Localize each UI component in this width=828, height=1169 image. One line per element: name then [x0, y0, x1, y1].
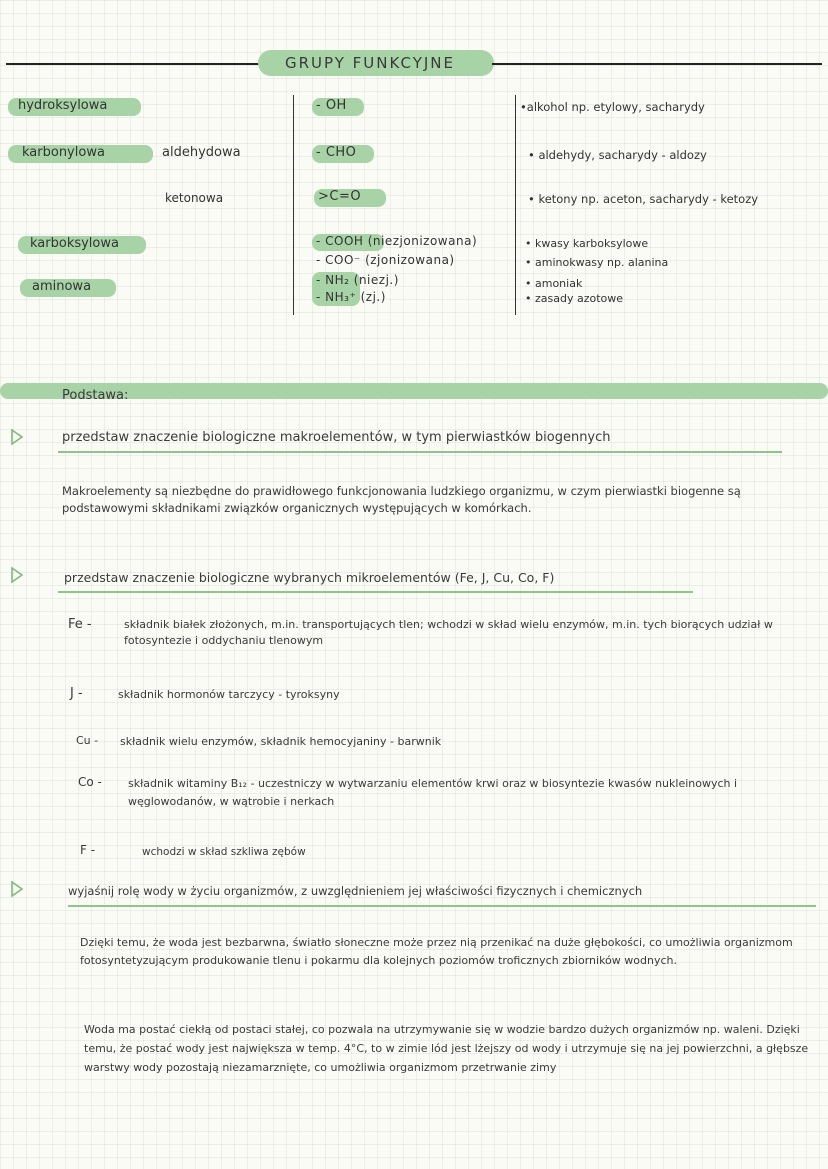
header-rule-left	[6, 63, 260, 65]
label-karboksylowa: karboksylowa	[30, 236, 119, 251]
q2-heading: przedstaw znaczenie biologiczne wybranych mikroelementów (Fe, J, Cu, Co, F)	[64, 570, 555, 585]
label-aminowa: aminowa	[32, 279, 92, 294]
formula-cooh: - COOH (niezjonizowana)	[316, 234, 478, 248]
example-alkohol: •alkohol np. etylowy, sacharydy	[520, 100, 705, 114]
q3-paragraph-2: Woda ma postać ciekłą od postaci stałej, co pozwala na utrzymywanie się w wodzie bardzo dużych organizmów np. waleni. Dzięki temu, że postać wody jest największa w temp. 4°C, to w zimie lód jest lżejszy od wody i utrzymuje się na jej powierzchni, a głębsze warstwy wody pozostają niezamarznięte, co umożliwia organizmom przetrwanie zimy	[84, 1023, 809, 1074]
co-symbol: Co -	[78, 775, 102, 789]
fe-symbol: Fe -	[68, 617, 92, 632]
f-text: wchodzi w skład szkliwa zębów	[142, 846, 306, 858]
q3-paragraph-1: Dzięki temu, że woda jest bezbarwna, światło słoneczne może przez nią przenikać na duże głębokości, co umożliwia organizmom fotosyntetyzującym produkowanie tlenu i pokarmu dla kolejnych poziomów troficznych zbiorników wodnych.	[80, 936, 793, 967]
cu-text: składnik wielu enzymów, składnik hemocyjaniny - barwnik	[120, 735, 442, 748]
triangle-arrow-icon	[10, 428, 24, 446]
label-ketonowa: ketonowa	[165, 191, 224, 205]
example-aldehydy: • aldehydy, sacharydy - aldozy	[528, 148, 707, 162]
column-divider-right	[515, 95, 516, 315]
cu-symbol: Cu -	[76, 734, 99, 747]
formula-coo: - COO⁻ (zjonizowana)	[316, 253, 455, 267]
label-aldehydowa: aldehydowa	[162, 145, 241, 160]
example-aminokwasy: • aminokwasy np. alanina	[525, 256, 669, 269]
q3-underline	[68, 905, 816, 907]
section-title: Podstawa:	[62, 388, 129, 403]
triangle-arrow-icon	[10, 566, 24, 584]
q1-answer: Makroelementy są niezbędne do prawidłowego funkcjonowania ludzkiego organizmu, w czym pierwiastki biogenne są podstawowymi składnikami związków organicznych występujących w komórkach.	[62, 484, 741, 515]
formula-cho: - CHO	[316, 145, 357, 160]
example-amoniak: • amoniak	[525, 277, 583, 290]
co-text: składnik witaminy B₁₂ - uczestniczy w wytwarzaniu elementów krwi oraz w biosyntezie kwasów nukleinowych i węglowodanów, w wątrobie i nerkach	[128, 777, 738, 808]
q2-underline	[58, 591, 693, 593]
header-rule-right	[492, 63, 822, 65]
formula-nh3: - NH₃⁺ (zj.)	[316, 290, 386, 304]
q1-underline	[58, 451, 782, 453]
example-zasady: • zasady azotowe	[525, 292, 624, 305]
page-title: GRUPY FUNKCYJNE	[285, 54, 456, 72]
q1-heading: przedstaw znaczenie biologiczne makroelementów, w tym pierwiastków biogennych	[62, 430, 611, 445]
formula-oh: - OH	[316, 98, 347, 113]
label-hydroksylowa: hydroksylowa	[18, 98, 108, 113]
j-text: składnik hormonów tarczycy - tyroksyny	[118, 688, 340, 701]
j-symbol: J -	[70, 686, 83, 701]
f-symbol: F -	[80, 843, 96, 857]
example-kwasy: • kwasy karboksylowe	[525, 237, 649, 250]
formula-nh2: - NH₂ (niezj.)	[316, 273, 399, 287]
q3-heading: wyjaśnij rolę wody w życiu organizmów, z uwzględnieniem jej właściwości fizycznych i chemicznych	[68, 884, 643, 898]
triangle-arrow-icon	[10, 880, 24, 898]
label-karbonylowa: karbonylowa	[22, 145, 105, 160]
formula-co: >C=O	[318, 189, 362, 204]
example-ketony: • ketony np. aceton, sacharydy - ketozy	[528, 192, 759, 206]
fe-text: składnik białek złożonych, m.in. transportujących tlen; wchodzi w skład wielu enzymów, m.in. tych biorących udział w fotosyntezie i oddychaniu tlenowym	[124, 618, 773, 647]
column-divider-left	[293, 95, 294, 315]
